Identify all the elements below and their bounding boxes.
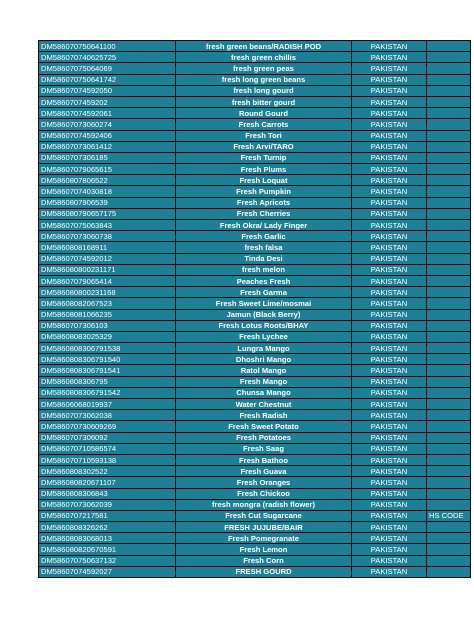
product-code-cell[interactable]: DM58608083025329 (39, 331, 176, 342)
table-row (39, 399, 471, 410)
extra-cell[interactable] (427, 52, 471, 63)
product-name-cell[interactable]: Peaches Fresh (176, 275, 352, 286)
table-row (39, 376, 471, 387)
product-name-cell[interactable]: Fresh Radish (176, 410, 352, 421)
product-name-cell[interactable]: Fresh Garlic (176, 231, 352, 242)
product-name-cell[interactable]: Lungra Mango (176, 343, 352, 354)
product-name-cell[interactable]: Fresh Saag (176, 443, 352, 454)
product-code-cell[interactable]: DM58607073060738 (39, 231, 176, 242)
extra-cell[interactable] (427, 275, 471, 286)
table-row (39, 533, 471, 544)
country-cell[interactable]: PAKISTAN (352, 253, 427, 264)
product-name-cell[interactable]: Fresh Cut Sugarcane (176, 510, 352, 521)
country-cell[interactable]: PAKISTAN (352, 119, 427, 130)
country-cell[interactable]: PAKISTAN (352, 376, 427, 387)
table-row (39, 510, 471, 521)
extra-cell[interactable] (427, 387, 471, 398)
extra-cell[interactable] (427, 432, 471, 443)
table-row (39, 432, 471, 443)
product-code-cell[interactable]: DM5860707459202 (39, 96, 176, 107)
product-name-cell[interactable]: fresh long gourd (176, 85, 352, 96)
product-code-cell[interactable]: DM586080800231168 (39, 287, 176, 298)
table-row (39, 454, 471, 465)
product-name-cell[interactable]: Chunsa Mango (176, 387, 352, 398)
product-code-cell[interactable]: DM5860808306843 (39, 488, 176, 499)
extra-cell[interactable] (427, 164, 471, 175)
country-cell[interactable]: PAKISTAN (352, 399, 427, 410)
table-row (39, 298, 471, 309)
extra-cell[interactable] (427, 108, 471, 119)
product-name-cell[interactable]: fresh melon (176, 264, 352, 275)
product-name-cell[interactable]: Fresh Loquat (176, 175, 352, 186)
product-name-cell[interactable]: Fresh Lychee (176, 331, 352, 342)
country-cell[interactable]: PAKISTAN (352, 52, 427, 63)
extra-cell[interactable] (427, 399, 471, 410)
product-code-cell[interactable]: DM5860808306791542 (39, 387, 176, 398)
spreadsheet-table (38, 40, 471, 578)
product-name-cell[interactable]: fresh green peas (176, 63, 352, 74)
country-cell[interactable]: PAKISTAN (352, 85, 427, 96)
extra-cell[interactable] (427, 85, 471, 96)
product-code-cell[interactable]: DM58607074592061 (39, 108, 176, 119)
country-cell[interactable]: PAKISTAN (352, 186, 427, 197)
extra-cell[interactable] (427, 477, 471, 488)
table-row (39, 320, 471, 331)
table-row (39, 264, 471, 275)
table-row (39, 566, 471, 577)
product-code-cell[interactable]: DM586070710586574 (39, 443, 176, 454)
extra-cell[interactable] (427, 522, 471, 533)
country-cell[interactable]: PAKISTAN (352, 63, 427, 74)
country-cell[interactable]: PAKISTAN (352, 331, 427, 342)
extra-cell[interactable] (427, 421, 471, 432)
product-code-cell[interactable]: DM586070730609269 (39, 421, 176, 432)
table-row (39, 130, 471, 141)
product-name-cell[interactable]: Dhoshri Mango (176, 354, 352, 365)
table-row (39, 309, 471, 320)
product-name-cell[interactable]: Fresh Guava (176, 466, 352, 477)
product-name-cell[interactable]: fresh falsa (176, 242, 352, 253)
product-code-cell[interactable]: DM586080790657175 (39, 208, 176, 219)
extra-cell[interactable] (427, 309, 471, 320)
product-code-cell[interactable]: DM5860808306791538 (39, 343, 176, 354)
table-row (39, 544, 471, 555)
country-cell[interactable]: PAKISTAN (352, 320, 427, 331)
product-code-cell[interactable]: DM58607075063843 (39, 220, 176, 231)
table-row (39, 443, 471, 454)
country-cell[interactable]: PAKISTAN (352, 208, 427, 219)
country-cell[interactable]: PAKISTAN (352, 275, 427, 286)
product-code-cell[interactable]: DM5860808306795 (39, 376, 176, 387)
product-code-cell[interactable]: DM58608082067523 (39, 298, 176, 309)
table-row (39, 41, 471, 52)
product-name-cell[interactable]: Fresh Tori (176, 130, 352, 141)
product-name-cell[interactable]: Water Chestnut (176, 399, 352, 410)
country-cell[interactable]: PAKISTAN (352, 443, 427, 454)
table-row (39, 410, 471, 421)
product-name-cell[interactable]: Fresh Mango (176, 376, 352, 387)
product-name-cell[interactable]: Fresh Carrots (176, 119, 352, 130)
extra-cell[interactable] (427, 533, 471, 544)
table-row (39, 354, 471, 365)
extra-cell[interactable] (427, 488, 471, 499)
country-cell[interactable]: PAKISTAN (352, 141, 427, 152)
product-name-cell[interactable]: Fresh Turnip (176, 152, 352, 163)
product-name-cell[interactable]: Fresh Corn (176, 555, 352, 566)
country-cell[interactable]: PAKISTAN (352, 41, 427, 52)
table-row (39, 152, 471, 163)
product-name-cell[interactable]: Fresh Potatoes (176, 432, 352, 443)
country-cell[interactable]: PAKISTAN (352, 220, 427, 231)
table-row (39, 555, 471, 566)
product-name-cell[interactable]: Fresh Chickoo (176, 488, 352, 499)
product-code-cell[interactable]: DM58607073060274 (39, 119, 176, 130)
product-name-cell[interactable]: Fresh Plums (176, 164, 352, 175)
country-cell[interactable]: PAKISTAN (352, 421, 427, 432)
table-row (39, 197, 471, 208)
country-cell[interactable]: PAKISTAN (352, 499, 427, 510)
country-cell[interactable]: PAKISTAN (352, 488, 427, 499)
product-code-cell[interactable]: DM58607074030818 (39, 186, 176, 197)
product-code-cell[interactable]: DM5860707306103 (39, 320, 176, 331)
table-row (39, 231, 471, 242)
extra-cell[interactable] (427, 499, 471, 510)
extra-cell[interactable] (427, 264, 471, 275)
product-name-cell[interactable]: Fresh Arvi/TARO (176, 141, 352, 152)
product-name-cell[interactable]: Fresh Sweet Lime/mosmai (176, 298, 352, 309)
country-cell[interactable]: PAKISTAN (352, 164, 427, 175)
product-name-cell[interactable]: fresh bitter gourd (176, 96, 352, 107)
extra-cell[interactable] (427, 197, 471, 208)
extra-cell[interactable] (427, 343, 471, 354)
extra-cell[interactable] (427, 331, 471, 342)
table-row (39, 477, 471, 488)
table-row (39, 63, 471, 74)
product-code-cell[interactable]: DM5860808302522 (39, 466, 176, 477)
extra-cell[interactable]: HS CODE (427, 510, 471, 521)
product-code-cell[interactable]: DM58607073062038 (39, 410, 176, 421)
product-name-cell[interactable]: Tinda Desi (176, 253, 352, 264)
table-row (39, 74, 471, 85)
country-cell[interactable]: PAKISTAN (352, 197, 427, 208)
product-name-cell[interactable]: Fresh Garma (176, 287, 352, 298)
product-name-cell[interactable]: Fresh Oranges (176, 477, 352, 488)
product-name-cell[interactable]: Fresh Pumpkin (176, 186, 352, 197)
extra-cell[interactable] (427, 354, 471, 365)
product-code-cell[interactable]: DM5860707217581 (39, 510, 176, 521)
table-row (39, 331, 471, 342)
product-name-cell[interactable]: Fresh Okra/ Lady Finger (176, 220, 352, 231)
product-code-cell[interactable]: DM58607075064069 (39, 63, 176, 74)
product-code-cell[interactable]: DM586080820671107 (39, 477, 176, 488)
table-row (39, 287, 471, 298)
extra-cell[interactable] (427, 410, 471, 421)
table-row (39, 208, 471, 219)
extra-cell[interactable] (427, 74, 471, 85)
table-row (39, 343, 471, 354)
table-row (39, 52, 471, 63)
country-cell[interactable]: PAKISTAN (352, 74, 427, 85)
extra-cell[interactable] (427, 454, 471, 465)
country-cell[interactable]: PAKISTAN (352, 343, 427, 354)
product-code-cell[interactable]: DM58607079065414 (39, 275, 176, 286)
extra-cell[interactable] (427, 208, 471, 219)
extra-cell[interactable] (427, 141, 471, 152)
product-code-cell[interactable]: DM5860808306791540 (39, 354, 176, 365)
table-row (39, 466, 471, 477)
product-code-cell[interactable]: DM586070750641100 (39, 41, 176, 52)
product-name-cell[interactable]: Fresh Pomegranate (176, 533, 352, 544)
extra-cell[interactable] (427, 152, 471, 163)
product-code-cell[interactable]: DM5860808168911 (39, 242, 176, 253)
country-cell[interactable]: PAKISTAN (352, 533, 427, 544)
country-cell[interactable]: PAKISTAN (352, 96, 427, 107)
country-cell[interactable]: PAKISTAN (352, 544, 427, 555)
extra-cell[interactable] (427, 41, 471, 52)
extra-cell[interactable] (427, 466, 471, 477)
extra-cell[interactable] (427, 298, 471, 309)
country-cell[interactable]: PAKISTAN (352, 298, 427, 309)
table-row (39, 175, 471, 186)
product-name-cell[interactable]: Fresh Cherries (176, 208, 352, 219)
product-code-cell[interactable]: DM58607073062039 (39, 499, 176, 510)
product-name-cell[interactable]: FRESH JUJUBE/BAIR (176, 522, 352, 533)
country-cell[interactable]: PAKISTAN (352, 555, 427, 566)
product-name-cell[interactable]: fresh long green beans (176, 74, 352, 85)
table-row (39, 253, 471, 264)
country-cell[interactable]: PAKISTAN (352, 264, 427, 275)
extra-cell[interactable] (427, 365, 471, 376)
country-cell[interactable]: PAKISTAN (352, 175, 427, 186)
extra-cell[interactable] (427, 287, 471, 298)
country-cell[interactable]: PAKISTAN (352, 410, 427, 421)
extra-cell[interactable] (427, 555, 471, 566)
product-code-cell[interactable]: DM58607074592027 (39, 566, 176, 577)
product-code-cell[interactable]: DM586070740625725 (39, 52, 176, 63)
table-row (39, 499, 471, 510)
country-cell[interactable]: PAKISTAN (352, 287, 427, 298)
product-code-cell[interactable]: DM58607079065615 (39, 164, 176, 175)
table-row (39, 119, 471, 130)
country-cell[interactable]: PAKISTAN (352, 432, 427, 443)
product-code-cell[interactable]: DM586070750641742 (39, 74, 176, 85)
extra-cell[interactable] (427, 130, 471, 141)
country-cell[interactable]: PAKISTAN (352, 108, 427, 119)
product-name-cell[interactable]: FRESH GOURD (176, 566, 352, 577)
extra-cell[interactable] (427, 63, 471, 74)
product-code-cell[interactable]: DM58608081066235 (39, 309, 176, 320)
extra-cell[interactable] (427, 186, 471, 197)
product-code-cell[interactable]: DM58607074592050 (39, 85, 176, 96)
spreadsheet-body (39, 41, 471, 578)
extra-cell[interactable] (427, 320, 471, 331)
product-name-cell[interactable]: Ratol Mango (176, 365, 352, 376)
product-code-cell[interactable]: DM586070750637132 (39, 555, 176, 566)
country-cell[interactable]: PAKISTAN (352, 510, 427, 521)
product-code-cell[interactable]: DM58607073061412 (39, 141, 176, 152)
product-code-cell[interactable]: DM5860707306092 (39, 432, 176, 443)
country-cell[interactable]: PAKISTAN (352, 354, 427, 365)
country-cell[interactable]: PAKISTAN (352, 454, 427, 465)
country-cell[interactable]: PAKISTAN (352, 522, 427, 533)
table-row (39, 108, 471, 119)
table-row (39, 85, 471, 96)
country-cell[interactable]: PAKISTAN (352, 242, 427, 253)
product-code-cell[interactable]: DM5860808306791541 (39, 365, 176, 376)
extra-cell[interactable] (427, 443, 471, 454)
product-name-cell[interactable]: Round Gourd (176, 108, 352, 119)
product-code-cell[interactable]: DM58607074592406 (39, 130, 176, 141)
table-row (39, 522, 471, 533)
table-row (39, 387, 471, 398)
product-name-cell[interactable]: Fresh Lemon (176, 544, 352, 555)
country-cell[interactable]: PAKISTAN (352, 387, 427, 398)
product-name-cell[interactable]: Fresh Bathoo (176, 454, 352, 465)
extra-cell[interactable] (427, 119, 471, 130)
country-cell[interactable]: PAKISTAN (352, 309, 427, 320)
extra-cell[interactable] (427, 544, 471, 555)
extra-cell[interactable] (427, 231, 471, 242)
product-name-cell[interactable]: fresh green beans/RADISH POD (176, 41, 352, 52)
table-row (39, 421, 471, 432)
table-row (39, 488, 471, 499)
product-name-cell[interactable]: Jamun (Black Berry) (176, 309, 352, 320)
table-row (39, 186, 471, 197)
table-row (39, 365, 471, 376)
country-cell[interactable]: PAKISTAN (352, 130, 427, 141)
product-code-cell[interactable]: DM5860808326262 (39, 522, 176, 533)
country-cell[interactable]: PAKISTAN (352, 466, 427, 477)
country-cell[interactable]: PAKISTAN (352, 566, 427, 577)
product-code-cell[interactable]: DM5860807906539 (39, 197, 176, 208)
product-code-cell[interactable]: DM586070710593138 (39, 454, 176, 465)
extra-cell[interactable] (427, 220, 471, 231)
product-code-cell[interactable]: DM5860707306185 (39, 152, 176, 163)
product-name-cell[interactable]: fresh mongra (radish flower) (176, 499, 352, 510)
extra-cell[interactable] (427, 253, 471, 264)
product-name-cell[interactable]: fresh green chillis (176, 52, 352, 63)
country-cell[interactable]: PAKISTAN (352, 365, 427, 376)
product-code-cell[interactable]: DM5860807806522 (39, 175, 176, 186)
table-row (39, 242, 471, 253)
product-code-cell[interactable]: DM58606068019937 (39, 399, 176, 410)
table-row (39, 220, 471, 231)
table-row (39, 275, 471, 286)
table-row (39, 141, 471, 152)
table-row (39, 164, 471, 175)
extra-cell[interactable] (427, 175, 471, 186)
product-code-cell[interactable]: DM58607074592012 (39, 253, 176, 264)
product-name-cell[interactable]: Fresh Lotus Roots/BHAY (176, 320, 352, 331)
extra-cell[interactable] (427, 242, 471, 253)
country-cell[interactable]: PAKISTAN (352, 152, 427, 163)
extra-cell[interactable] (427, 566, 471, 577)
product-code-cell[interactable]: DM586080820670591 (39, 544, 176, 555)
country-cell[interactable]: PAKISTAN (352, 477, 427, 488)
table-row (39, 96, 471, 107)
country-cell[interactable]: PAKISTAN (352, 231, 427, 242)
extra-cell[interactable] (427, 376, 471, 387)
product-name-cell[interactable]: Fresh Apricots (176, 197, 352, 208)
product-code-cell[interactable]: DM586080800231171 (39, 264, 176, 275)
product-name-cell[interactable]: Fresh Sweet Potato (176, 421, 352, 432)
extra-cell[interactable] (427, 96, 471, 107)
product-code-cell[interactable]: DM58608083068013 (39, 533, 176, 544)
